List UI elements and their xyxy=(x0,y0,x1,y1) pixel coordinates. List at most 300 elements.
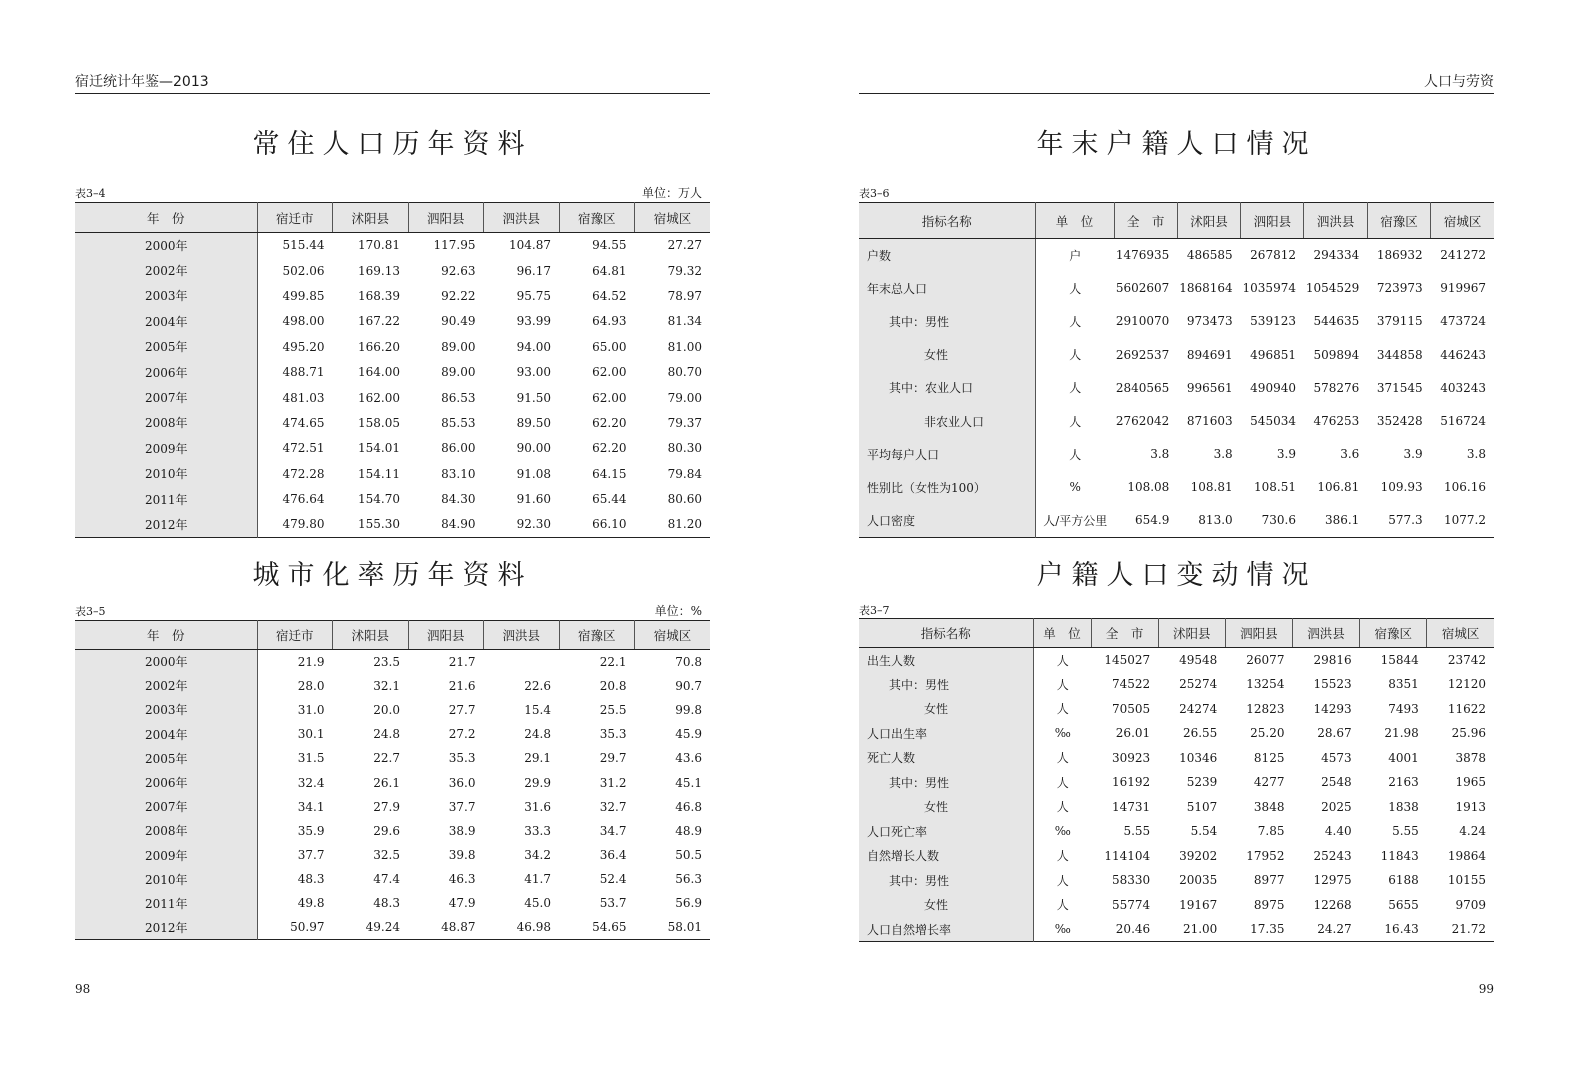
indicator-name-cell: 其中：男性 xyxy=(859,672,1033,697)
table-row xyxy=(859,844,1494,869)
value-cell: 154.70 xyxy=(358,492,400,507)
year-cell: 2007年 xyxy=(75,385,257,410)
value-cell: 25243 xyxy=(1313,848,1352,863)
value-cell: 5239 xyxy=(1186,775,1218,790)
value-cell: 17952 xyxy=(1246,848,1285,863)
table-row xyxy=(859,893,1494,918)
table-row xyxy=(75,359,710,384)
value-cell: 92.22 xyxy=(441,288,476,303)
column-header: 宿迁市 xyxy=(257,203,333,233)
value-cell: 47.4 xyxy=(373,872,400,887)
value-cell: 62.20 xyxy=(592,415,627,430)
year-cell: 2002年 xyxy=(75,258,257,283)
value-cell: 1077.2 xyxy=(1444,513,1486,528)
value-cell: 50.5 xyxy=(675,848,702,863)
value-cell: 7.85 xyxy=(1257,824,1285,839)
value-cell: 919967 xyxy=(1440,281,1486,296)
value-cell: 3.8 xyxy=(1466,447,1486,462)
value-cell: 36.4 xyxy=(599,848,627,863)
table-3-6-number: 表3–6 xyxy=(859,187,890,200)
table-row xyxy=(859,438,1494,471)
table-row xyxy=(75,650,710,674)
value-cell: 24274 xyxy=(1179,701,1218,716)
indicator-name-cell: 户数 xyxy=(859,239,1035,272)
value-cell: 91.50 xyxy=(516,390,551,405)
table-3-5-number: 表3–5 xyxy=(75,605,106,618)
column-header: 宿迁市 xyxy=(257,621,333,650)
page-number-right: 99 xyxy=(1478,982,1494,996)
table-3-7-title: 户籍人口变动情况 xyxy=(1036,560,1317,591)
value-cell: 96.17 xyxy=(516,263,551,278)
value-cell: 578276 xyxy=(1313,380,1360,395)
unit-cell: 人 xyxy=(1056,898,1069,913)
value-cell: 49.8 xyxy=(297,896,325,911)
indicator-name-cell: 年末总人口 xyxy=(859,272,1035,305)
value-cell: 24.8 xyxy=(373,727,400,742)
value-cell: 43.6 xyxy=(675,751,702,766)
table-row xyxy=(859,648,1494,673)
table-row xyxy=(75,795,710,819)
indicator-name-cell: 人口自然增长率 xyxy=(859,917,1033,942)
value-cell: 29.9 xyxy=(524,775,551,790)
value-cell: 30.1 xyxy=(297,727,325,742)
value-cell: 12975 xyxy=(1313,873,1352,888)
value-cell: 20035 xyxy=(1179,873,1218,888)
unit-cell: 人 xyxy=(1056,849,1069,864)
unit-cell: 人 xyxy=(1056,800,1069,815)
value-cell: 46.3 xyxy=(448,872,476,887)
value-cell: 371545 xyxy=(1376,380,1423,395)
value-cell: 1838 xyxy=(1388,799,1419,814)
column-header: 沭阳县 xyxy=(1177,203,1240,239)
value-cell: 2840565 xyxy=(1115,380,1170,395)
value-cell: 46.98 xyxy=(516,920,551,935)
value-cell: 267812 xyxy=(1250,248,1296,263)
value-cell: 35.3 xyxy=(599,727,627,742)
value-cell: 5.54 xyxy=(1190,824,1218,839)
column-header: 宿城区 xyxy=(635,203,711,233)
table-row xyxy=(75,512,710,537)
value-cell: 168.39 xyxy=(358,288,400,303)
value-cell: 4573 xyxy=(1321,750,1352,765)
value-cell: 12268 xyxy=(1313,897,1352,912)
unit-cell: 人 xyxy=(1056,751,1069,766)
value-cell: 8975 xyxy=(1253,897,1285,912)
value-cell: 502.06 xyxy=(282,263,325,278)
table-row xyxy=(859,305,1494,338)
table-header-row xyxy=(75,203,710,233)
page-number-left: 98 xyxy=(75,982,91,996)
year-cell: 2011年 xyxy=(75,891,257,915)
value-cell: 186932 xyxy=(1376,248,1423,263)
value-cell: 10155 xyxy=(1447,873,1486,888)
value-cell: 5655 xyxy=(1388,897,1419,912)
value-cell: 5107 xyxy=(1186,799,1218,814)
indicator-name-cell: 非农业人口 xyxy=(859,404,1035,437)
table-3-6-title: 年末户籍人口情况 xyxy=(1036,129,1317,160)
table-row xyxy=(75,461,710,486)
value-cell: 80.70 xyxy=(667,365,702,380)
value-cell: 114104 xyxy=(1104,848,1151,863)
table-row xyxy=(75,916,710,940)
value-cell: 81.20 xyxy=(667,517,702,532)
value-cell: 10346 xyxy=(1179,750,1218,765)
value-cell: 1868164 xyxy=(1179,281,1233,296)
column-header: 泗洪县 xyxy=(1292,619,1359,648)
value-cell: 170.81 xyxy=(358,238,400,253)
value-cell: 58.01 xyxy=(667,920,702,935)
value-cell: 21.72 xyxy=(1451,922,1486,936)
value-cell: 26.01 xyxy=(1115,726,1151,741)
value-cell: 28.67 xyxy=(1317,726,1352,741)
year-cell: 2008年 xyxy=(75,819,257,843)
value-cell: 472.28 xyxy=(282,466,325,481)
value-cell: 38.9 xyxy=(448,823,476,838)
value-cell: 81.34 xyxy=(667,314,702,329)
indicator-name-cell: 人口出生率 xyxy=(859,721,1033,746)
value-cell: 79.37 xyxy=(667,415,702,430)
indicator-name-cell: 人口死亡率 xyxy=(859,819,1033,844)
table-row xyxy=(859,770,1494,795)
table-row xyxy=(75,674,710,698)
indicator-name-cell: 出生人数 xyxy=(859,648,1033,673)
unit-cell: 户 xyxy=(1069,248,1082,263)
table-row xyxy=(75,233,710,258)
value-cell: 12120 xyxy=(1447,677,1486,692)
value-cell: 31.2 xyxy=(599,775,627,790)
year-cell: 2012年 xyxy=(75,916,257,940)
value-cell: 479.80 xyxy=(282,517,325,532)
column-header: 泗阳县 xyxy=(408,203,484,233)
value-cell: 79.84 xyxy=(667,466,702,481)
value-cell: 12823 xyxy=(1246,701,1285,716)
value-cell: 486585 xyxy=(1186,248,1233,263)
value-cell: 48.9 xyxy=(675,823,702,838)
value-cell: 39202 xyxy=(1179,848,1218,863)
value-cell: 92.30 xyxy=(516,517,551,532)
value-cell: 294334 xyxy=(1313,248,1360,263)
table-row xyxy=(75,770,710,794)
urbanization-rate-table xyxy=(75,620,710,940)
year-cell: 2012年 xyxy=(75,512,257,537)
value-cell: 35.3 xyxy=(448,751,476,766)
value-cell: 169.13 xyxy=(358,263,400,278)
value-cell: 90.00 xyxy=(516,441,551,456)
value-cell: 871603 xyxy=(1186,414,1233,429)
value-cell: 4.24 xyxy=(1459,824,1486,839)
value-cell: 25.5 xyxy=(599,702,627,717)
value-cell: 5.55 xyxy=(1392,824,1419,839)
value-cell: 3.6 xyxy=(1340,447,1360,462)
value-cell xyxy=(484,650,560,674)
year-cell: 2002年 xyxy=(75,674,257,698)
value-cell: 89.00 xyxy=(441,339,476,354)
value-cell: 93.00 xyxy=(516,365,551,380)
value-cell: 55774 xyxy=(1111,897,1151,912)
value-cell: 894691 xyxy=(1186,347,1233,362)
value-cell: 446243 xyxy=(1440,347,1486,362)
year-cell: 2008年 xyxy=(75,410,257,435)
year-cell: 2006年 xyxy=(75,770,257,794)
value-cell: 488.71 xyxy=(282,365,325,380)
value-cell: 28.0 xyxy=(297,678,325,693)
indicator-name-cell: 其中：男性 xyxy=(859,305,1035,338)
value-cell: 64.93 xyxy=(592,314,627,329)
year-cell: 2010年 xyxy=(75,867,257,891)
value-cell: 1476935 xyxy=(1115,248,1170,263)
value-cell: 62.20 xyxy=(592,441,627,456)
value-cell: 49.24 xyxy=(365,920,400,935)
value-cell: 24.27 xyxy=(1317,922,1352,936)
value-cell: 403243 xyxy=(1440,380,1486,395)
indicator-name-cell: 死亡人数 xyxy=(859,746,1033,771)
year-cell: 2009年 xyxy=(75,843,257,867)
value-cell: 94.00 xyxy=(516,339,551,354)
table-row xyxy=(75,698,710,722)
value-cell: 723973 xyxy=(1376,281,1423,296)
value-cell: 481.03 xyxy=(282,390,325,405)
year-cell: 2003年 xyxy=(75,698,257,722)
value-cell: 8977 xyxy=(1253,873,1285,888)
value-cell: 544635 xyxy=(1313,314,1360,329)
value-cell: 4277 xyxy=(1253,775,1285,790)
value-cell: 16.43 xyxy=(1384,922,1419,936)
table-row xyxy=(859,697,1494,722)
unit-cell: 人/平方公里 xyxy=(1043,513,1108,528)
value-cell: 70.8 xyxy=(675,654,702,669)
value-cell: 813.0 xyxy=(1198,513,1233,528)
column-header: 宿豫区 xyxy=(559,203,635,233)
value-cell: 80.60 xyxy=(667,492,702,507)
value-cell: 29.7 xyxy=(599,751,627,766)
value-cell: 21.6 xyxy=(448,678,476,693)
year-cell: 2000年 xyxy=(75,233,257,258)
value-cell: 8125 xyxy=(1253,750,1285,765)
value-cell: 31.6 xyxy=(524,799,551,814)
value-cell: 53.7 xyxy=(599,896,627,911)
value-cell: 2692537 xyxy=(1115,347,1170,362)
value-cell: 93.99 xyxy=(516,314,551,329)
table-3-7-number: 表3–7 xyxy=(859,604,890,617)
column-header: 沭阳县 xyxy=(333,203,409,233)
table-row xyxy=(859,272,1494,305)
value-cell: 45.0 xyxy=(524,896,551,911)
value-cell: 48.3 xyxy=(297,872,325,887)
table-row xyxy=(859,239,1494,272)
value-cell: 495.20 xyxy=(282,339,325,354)
table-3-5-unit: 单位：% xyxy=(654,604,702,618)
table-row xyxy=(859,721,1494,746)
table-row xyxy=(859,672,1494,697)
value-cell: 79.00 xyxy=(667,390,702,405)
column-header: 宿豫区 xyxy=(1360,619,1427,648)
value-cell: 37.7 xyxy=(448,799,476,814)
value-cell: 99.8 xyxy=(675,702,702,717)
table-3-5-title: 城市化率历年资料 xyxy=(252,560,533,591)
value-cell: 730.6 xyxy=(1261,513,1296,528)
unit-cell: ‰ xyxy=(1054,824,1071,839)
value-cell: 154.11 xyxy=(358,466,400,481)
value-cell: 90.7 xyxy=(675,678,702,693)
column-header: 年 份 xyxy=(75,621,257,650)
table-row xyxy=(859,471,1494,504)
value-cell: 166.20 xyxy=(358,339,400,354)
value-cell: 241272 xyxy=(1440,248,1486,263)
column-header: 宿城区 xyxy=(1431,203,1494,239)
value-cell: 498.00 xyxy=(282,314,325,329)
value-cell: 496851 xyxy=(1250,347,1296,362)
value-cell: 65.00 xyxy=(592,339,627,354)
table-row xyxy=(75,309,710,334)
value-cell: 20.8 xyxy=(599,678,627,693)
value-cell: 476253 xyxy=(1313,414,1360,429)
value-cell: 91.60 xyxy=(516,492,551,507)
year-cell: 2005年 xyxy=(75,746,257,770)
value-cell: 64.52 xyxy=(592,288,627,303)
value-cell: 86.53 xyxy=(441,390,476,405)
value-cell: 29.6 xyxy=(373,823,400,838)
value-cell: 34.2 xyxy=(524,848,551,863)
table-row xyxy=(75,722,710,746)
table-row xyxy=(75,867,710,891)
value-cell: 15844 xyxy=(1380,653,1419,667)
value-cell: 19864 xyxy=(1447,848,1486,863)
value-cell: 23.5 xyxy=(373,654,400,669)
table-header-row xyxy=(75,621,710,650)
column-header: 单 位 xyxy=(1033,619,1091,648)
column-header: 泗阳县 xyxy=(1241,203,1304,239)
population-change-table xyxy=(859,618,1494,942)
year-cell: 2006年 xyxy=(75,359,257,384)
value-cell: 36.0 xyxy=(448,775,476,790)
value-cell: 29.1 xyxy=(524,751,551,766)
value-cell: 62.00 xyxy=(592,390,627,405)
resident-population-table xyxy=(75,202,710,538)
value-cell: 499.85 xyxy=(282,288,325,303)
value-cell: 26.1 xyxy=(373,775,400,790)
unit-cell: 人 xyxy=(1056,702,1069,717)
value-cell: 27.7 xyxy=(448,702,476,717)
value-cell: 154.01 xyxy=(358,441,400,456)
value-cell: 2163 xyxy=(1388,775,1419,790)
value-cell: 45.9 xyxy=(675,727,702,742)
value-cell: 474.65 xyxy=(282,415,325,430)
value-cell: 92.63 xyxy=(441,263,476,278)
table-row xyxy=(859,371,1494,404)
value-cell: 15523 xyxy=(1313,677,1352,692)
value-cell: 48.87 xyxy=(441,920,476,935)
value-cell: 21.98 xyxy=(1384,726,1419,741)
table-row xyxy=(75,486,710,511)
value-cell: 1035974 xyxy=(1242,281,1296,296)
value-cell: 108.08 xyxy=(1127,480,1170,495)
value-cell: 3.9 xyxy=(1403,447,1423,462)
value-cell: 15.4 xyxy=(524,702,551,717)
column-header: 宿豫区 xyxy=(1367,203,1430,239)
value-cell: 20.0 xyxy=(373,702,400,717)
value-cell: 47.9 xyxy=(448,896,476,911)
value-cell: 352428 xyxy=(1376,414,1423,429)
indicator-name-cell: 女性 xyxy=(859,338,1035,371)
registered-population-table xyxy=(859,202,1494,538)
value-cell: 19167 xyxy=(1179,897,1218,912)
value-cell: 31.5 xyxy=(297,751,325,766)
value-cell: 35.9 xyxy=(297,823,325,838)
value-cell: 6188 xyxy=(1388,873,1419,888)
value-cell: 56.3 xyxy=(675,872,702,887)
value-cell: 25.20 xyxy=(1250,726,1285,741)
table-row xyxy=(75,843,710,867)
unit-cell: 人 xyxy=(1069,447,1082,462)
table-row xyxy=(859,746,1494,771)
column-header: 泗洪县 xyxy=(484,203,560,233)
column-header: 全 市 xyxy=(1114,203,1177,239)
value-cell: 490940 xyxy=(1250,380,1296,395)
indicator-name-cell: 其中：男性 xyxy=(859,770,1033,795)
value-cell: 32.5 xyxy=(373,848,400,863)
value-cell: 52.4 xyxy=(599,872,627,887)
value-cell: 94.55 xyxy=(592,238,627,253)
value-cell: 21.9 xyxy=(297,654,325,669)
column-header: 泗洪县 xyxy=(1304,203,1367,239)
value-cell: 13254 xyxy=(1246,677,1285,692)
value-cell: 9709 xyxy=(1455,897,1486,912)
value-cell: 2910070 xyxy=(1115,314,1170,329)
value-cell: 24.8 xyxy=(524,727,551,742)
value-cell: 22.7 xyxy=(373,751,400,766)
value-cell: 539123 xyxy=(1250,314,1296,329)
value-cell: 27.9 xyxy=(373,799,400,814)
value-cell: 164.00 xyxy=(358,365,400,380)
value-cell: 515.44 xyxy=(282,238,325,253)
table-row xyxy=(75,258,710,283)
indicator-name-cell: 女性 xyxy=(859,795,1033,820)
value-cell: 16192 xyxy=(1111,775,1151,790)
running-head-right: 人口与劳资 xyxy=(859,73,1494,94)
value-cell: 155.30 xyxy=(358,517,400,532)
column-header: 宿城区 xyxy=(635,621,711,650)
value-cell: 3848 xyxy=(1253,799,1285,814)
value-cell: 1913 xyxy=(1455,799,1486,814)
value-cell: 34.7 xyxy=(599,823,627,838)
value-cell: 91.08 xyxy=(516,466,551,481)
value-cell: 86.00 xyxy=(441,441,476,456)
value-cell: 66.10 xyxy=(592,517,627,532)
unit-cell: ‰ xyxy=(1054,922,1071,936)
value-cell: 104.87 xyxy=(509,238,551,253)
indicator-name-cell: 性别比（女性为100） xyxy=(859,471,1035,504)
value-cell: 25274 xyxy=(1179,677,1218,692)
value-cell: 70505 xyxy=(1111,701,1151,716)
value-cell: 476.64 xyxy=(282,492,325,507)
value-cell: 54.65 xyxy=(592,920,627,935)
value-cell: 84.90 xyxy=(441,517,476,532)
value-cell: 64.81 xyxy=(592,263,627,278)
column-header: 泗阳县 xyxy=(408,621,484,650)
indicator-name-cell: 其中：农业人口 xyxy=(859,371,1035,404)
unit-cell: 人 xyxy=(1056,677,1069,692)
table-3-4-title: 常住人口历年资料 xyxy=(252,129,533,160)
value-cell: 162.00 xyxy=(358,390,400,405)
value-cell: 84.30 xyxy=(441,492,476,507)
value-cell: 472.51 xyxy=(282,441,325,456)
value-cell: 45.1 xyxy=(675,775,702,790)
value-cell: 379115 xyxy=(1376,314,1423,329)
value-cell: 49548 xyxy=(1179,653,1218,667)
table-header-row xyxy=(859,203,1494,239)
value-cell: 3.8 xyxy=(1150,447,1170,462)
table-row xyxy=(75,385,710,410)
